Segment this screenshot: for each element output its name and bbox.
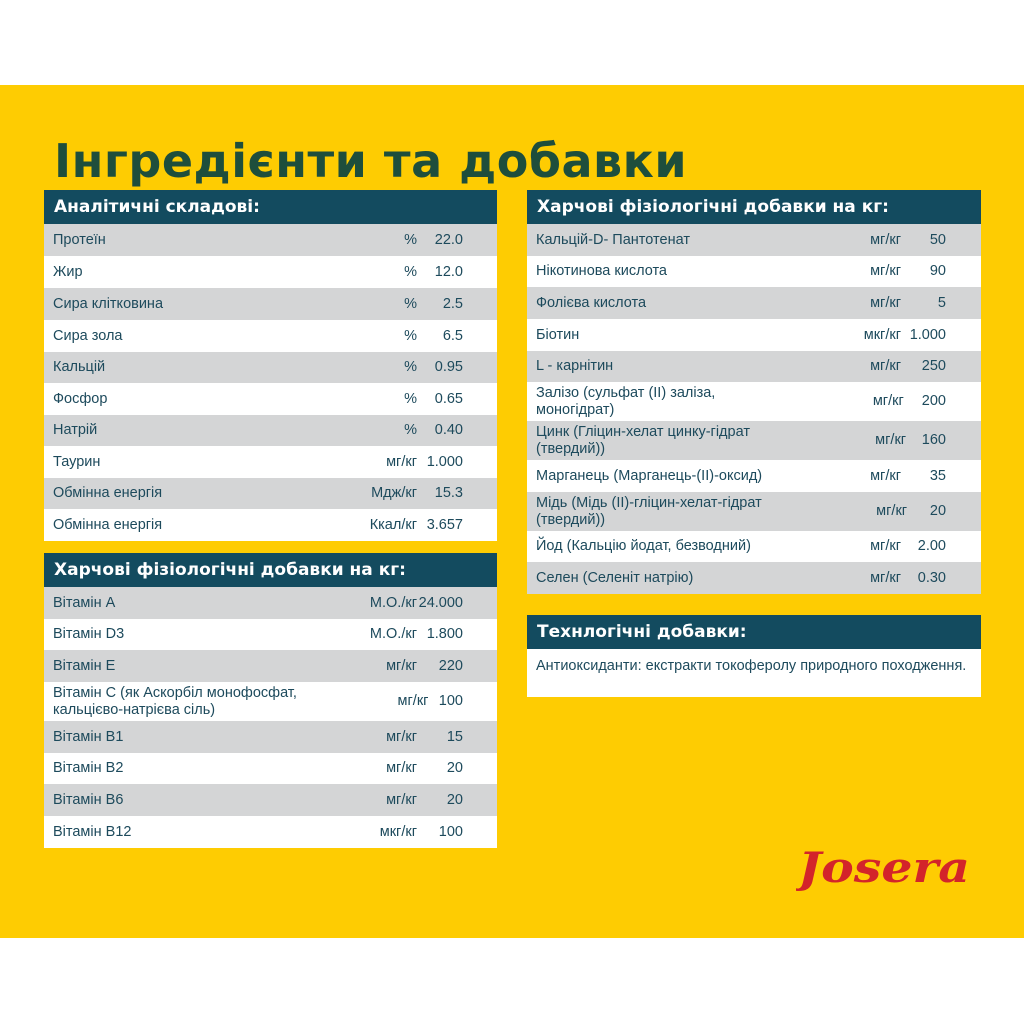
nutrient-value: 1.000 — [909, 326, 946, 343]
nutrient-name: Цинк (Гліцин-хелат цинку-гідрат (твердий)) — [536, 423, 750, 457]
nutrient-unit: % — [404, 327, 417, 344]
nutrient-unit: Мдж/кг — [371, 485, 417, 501]
nutrient-name: Мідь (Мідь (ІІ)-гліцин-хелат-гідрат (твердий)) — [536, 494, 762, 528]
nutrient-value: 90 — [929, 263, 946, 279]
table-row — [44, 446, 497, 478]
nutrient-unit: мг/кг — [870, 263, 901, 279]
nutrient-name: Вітамін В2 — [53, 760, 124, 776]
table-row — [44, 682, 497, 721]
nutrient-value: 2.00 — [917, 538, 946, 554]
nutrient-value: 0.65 — [434, 390, 463, 407]
table-body — [527, 224, 981, 594]
nutrient-unit: мкг/кг — [863, 326, 901, 343]
table-row — [527, 382, 981, 421]
nutrient-name: Вітамін В12 — [53, 823, 132, 840]
nutrient-unit: М.О./кг — [369, 594, 417, 611]
nutrient-unit: мг/кг — [870, 467, 901, 484]
table-header: Харчові фізіологічні добавки на кг: — [527, 190, 981, 224]
vitamins-table — [44, 553, 497, 848]
table-row — [527, 492, 981, 531]
table-row — [527, 562, 981, 594]
table-row — [44, 650, 497, 682]
nutrient-name: Сира клітковина — [53, 295, 164, 312]
nutrient-value: 50 — [929, 231, 946, 248]
table-header: Харчові фізіологічні добавки на кг: — [44, 553, 497, 587]
nutrient-name: Марганець (Марганець-(ІІ)-оксид) — [536, 467, 763, 484]
table-row — [527, 319, 981, 351]
nutrient-unit: % — [404, 359, 417, 375]
nutrient-name: Сира зола — [53, 327, 123, 344]
nutrient-value: 1.800 — [426, 626, 463, 642]
nutrient-name: Фосфор — [53, 390, 108, 407]
nutrient-value: 35 — [929, 467, 946, 484]
nutrient-name: Йод (Кальцію йодат, безводний) — [536, 538, 751, 554]
nutrient-unit: мг/кг — [386, 453, 417, 470]
table-row — [527, 224, 981, 256]
nutrient-name: Залізо (сульфат (ІІ) заліза, моногідрат) — [536, 384, 716, 418]
nutrient-unit: мг/кг — [870, 538, 901, 554]
nutrient-value: 100 — [438, 693, 463, 709]
table-row — [527, 421, 981, 460]
table-row — [44, 352, 497, 383]
nutrient-unit: мг/кг — [872, 393, 904, 409]
nutrient-name: Вітамін В6 — [53, 791, 124, 808]
nutrient-unit: % — [404, 422, 417, 438]
table-row — [527, 460, 981, 492]
nutrient-unit: Ккал/кг — [369, 516, 417, 533]
table-row — [44, 816, 497, 848]
nutrient-name: Кальцій — [53, 359, 106, 375]
table-body — [44, 224, 497, 541]
nutrient-unit: % — [404, 263, 417, 280]
table-row — [44, 721, 497, 753]
josera-logo — [796, 842, 974, 892]
table-row — [44, 320, 497, 352]
nutrient-value: 20 — [446, 791, 463, 808]
table-row — [44, 224, 497, 256]
nutrient-name: Нікотинова кислота — [536, 263, 667, 279]
nutrient-name: Вітамін В1 — [53, 728, 124, 745]
table-row — [527, 531, 981, 562]
table-row — [44, 478, 497, 509]
nutrient-unit: мг/кг — [386, 760, 417, 776]
nutrient-name: Протеїн — [53, 231, 106, 248]
nutrient-name: Жир — [53, 263, 83, 280]
nutrient-value: 250 — [921, 358, 946, 374]
table-row — [44, 587, 497, 619]
table-body — [44, 587, 497, 848]
table-row — [527, 256, 981, 287]
nutrient-name: Натрій — [53, 422, 98, 438]
nutrient-value: 0.95 — [434, 359, 463, 375]
nutrient-name: Фолієва кислота — [536, 294, 647, 311]
table-row — [44, 784, 497, 816]
table-row — [44, 509, 497, 541]
logo-wordmark — [796, 842, 974, 892]
nutrient-unit: мг/кг — [870, 231, 901, 248]
nutrient-unit: % — [404, 231, 417, 248]
nutrient-value: 15 — [446, 728, 463, 745]
nutrient-unit: мг/кг — [876, 503, 908, 519]
nutrient-value: 6.5 — [442, 327, 463, 344]
nutrient-name: L - карнітин — [536, 358, 614, 374]
nutrient-value: 12.0 — [434, 263, 463, 280]
nutrient-value: 20 — [446, 760, 463, 776]
nutrient-name: Кальцій-D- Пантотенат — [536, 231, 690, 248]
nutrient-unit: мг/кг — [386, 791, 417, 808]
nutrient-unit: мкг/кг — [379, 823, 417, 840]
technological-additives-table — [527, 615, 981, 697]
nutrient-value: 3.657 — [426, 516, 463, 533]
nutrient-unit: мг/кг — [870, 569, 901, 586]
nutrient-unit: % — [404, 390, 417, 407]
nutrient-name: Біотин — [536, 326, 580, 343]
table-row — [44, 753, 497, 784]
nutrient-name: Обмінна енергія — [53, 516, 163, 533]
nutrient-value: 0.30 — [917, 569, 946, 586]
table-header: Аналітичні складові: — [44, 190, 497, 224]
nutrient-value: 2.5 — [442, 295, 463, 312]
nutrient-unit: мг/кг — [386, 728, 417, 745]
nutrient-value: 15.3 — [434, 485, 463, 501]
physiological-additives-table — [527, 190, 981, 594]
table-row — [527, 287, 981, 319]
nutrient-name: Вітамін D3 — [53, 626, 125, 642]
analytic-constituents-table — [44, 190, 497, 541]
nutrient-unit: % — [404, 295, 417, 312]
nutrient-value: 200 — [921, 393, 946, 409]
nutrient-unit: мг/кг — [875, 432, 907, 448]
nutrient-value: 22.0 — [434, 231, 463, 248]
tech-additives-text: Антиоксиданти: екстракти токоферолу природного походження. — [527, 649, 981, 697]
page-title: Інгредієнти та добавки — [54, 134, 688, 188]
nutrient-unit: мг/кг — [870, 358, 901, 374]
table-row — [44, 383, 497, 415]
logo-text: Josera — [796, 843, 970, 892]
table-row — [527, 351, 981, 382]
nutrient-name: Селен (Селеніт натрію) — [536, 569, 694, 586]
nutrient-unit: мг/кг — [386, 657, 417, 674]
nutrient-value: 160 — [921, 432, 946, 448]
nutrient-unit: мг/кг — [397, 693, 429, 709]
nutrient-name: Вітамін А — [53, 594, 116, 611]
nutrient-value: 20 — [929, 503, 947, 519]
table-row — [44, 415, 497, 446]
nutrient-value: 5 — [937, 294, 946, 311]
nutrient-unit: мг/кг — [870, 294, 901, 311]
nutrient-name: Вітамін С (як Аскорбіл монофосфат, кальцієво-натрієва сіль) — [53, 684, 297, 718]
nutrient-value: 1.000 — [426, 453, 463, 470]
table-row — [44, 256, 497, 288]
nutrient-name: Вітамін Е — [53, 657, 116, 674]
table-row — [44, 288, 497, 320]
nutrient-value: 0.40 — [434, 422, 463, 438]
nutrient-name: Таурин — [53, 453, 101, 470]
nutrient-unit: М.О./кг — [369, 626, 417, 642]
nutrient-name: Обмінна енергія — [53, 485, 163, 501]
nutrient-value: 24.000 — [418, 594, 463, 611]
table-header: Технлогічні добавки: — [527, 615, 981, 649]
nutrient-value: 100 — [438, 823, 463, 840]
nutrient-value: 220 — [438, 657, 463, 674]
table-row — [44, 619, 497, 650]
